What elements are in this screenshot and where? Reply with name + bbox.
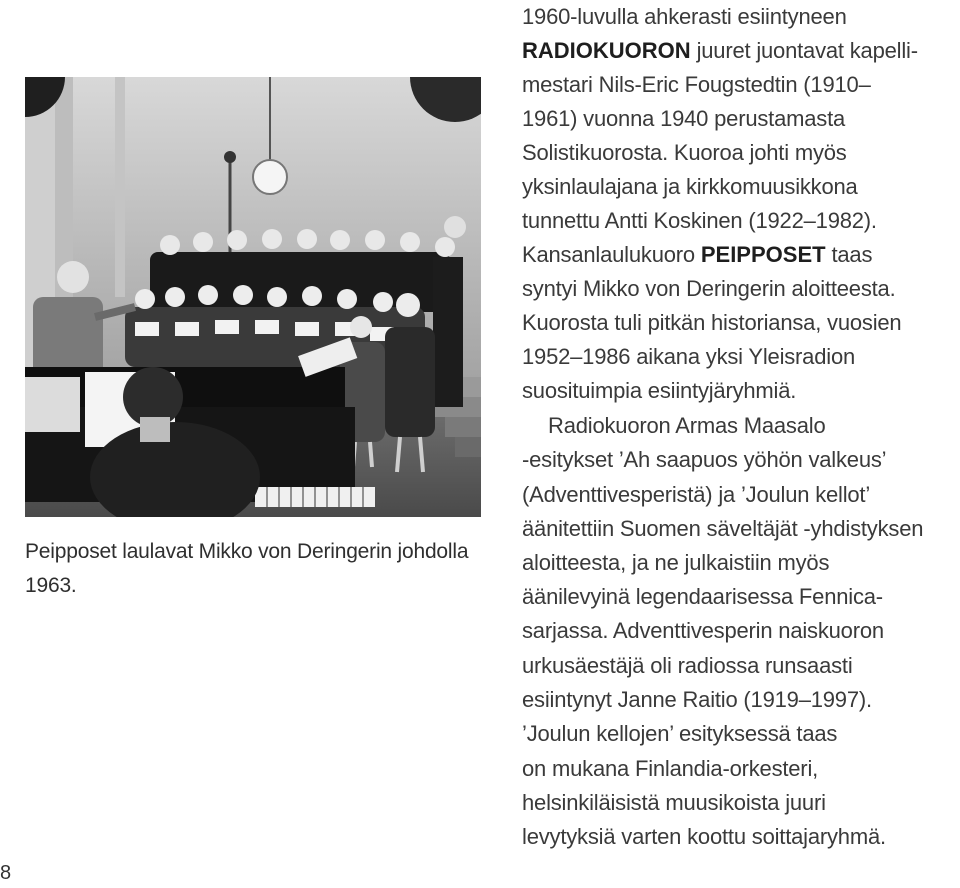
article-line: Kuorosta tuli pitkän historiansa, vuosien bbox=[522, 310, 902, 335]
article-line: mestari Nils-Eric Fougstedtin (1910– bbox=[522, 72, 871, 97]
article-line: on mukana Finlandia-orkesteri, bbox=[522, 756, 819, 781]
article-line: 1952–1986 aikana yksi Yleisradion bbox=[522, 344, 856, 369]
choir-name-radiokuoro: RADIOKUORON bbox=[522, 38, 691, 63]
article-line: ’Joulun kellojen’ esityksessä taas bbox=[522, 721, 838, 746]
article-line: syntyi Mikko von Deringerin aloitteesta. bbox=[522, 276, 896, 301]
article-line: 1960-luvulla ahkerasti esiintyneen bbox=[522, 4, 847, 29]
article-line: -esitykset ’Ah saapuos yöhön valkeus’ bbox=[522, 447, 887, 472]
choir-photo bbox=[25, 77, 481, 517]
article-line: urkusäestäjä oli radiossa runsaasti bbox=[522, 653, 853, 678]
article-line: Kansanlaulukuoro PEIPPOSET taas bbox=[522, 242, 873, 267]
photo-caption bbox=[25, 535, 475, 603]
article-line: sarjassa. Adventtivesperin naiskuoron bbox=[522, 618, 884, 643]
article-line: tunnettu Antti Koskinen (1922–1982). bbox=[522, 208, 877, 233]
article-line: RADIOKUORON juuret juontavat kapelli- bbox=[522, 38, 918, 63]
article-line: aloitteesta, ja ne julkaistiin myös bbox=[522, 550, 830, 575]
article-line: äänitettiin Suomen säveltäjät -yhdistyksen bbox=[522, 516, 924, 541]
article-line: suosituimpia esiintyjäryhmiä. bbox=[522, 378, 797, 403]
article-line: äänilevyinä legendaarisessa Fennica- bbox=[522, 584, 883, 609]
choir-name-peipposet: PEIPPOSET bbox=[700, 242, 826, 267]
article-line: levytyksiä varten koottu soittajaryhmä. bbox=[522, 824, 886, 849]
article-line: yksinlaulajana ja kirkkomuusikkona bbox=[522, 174, 858, 199]
choir-photo-image bbox=[25, 77, 481, 517]
article-line: (Adventtivesperistä) ja ’Joulun kellot’ bbox=[522, 482, 871, 507]
page-number: 8 bbox=[0, 862, 12, 884]
caption-line: Peipposet laulavat Mikko von Deringerin johdolla bbox=[25, 540, 469, 563]
article-line: esiintynyt Janne Raitio (1919–1997). bbox=[522, 687, 872, 712]
article-line: helsinkiläisistä muusikoista juuri bbox=[522, 790, 826, 815]
caption-line: 1963. bbox=[25, 574, 77, 597]
article-line: 1961) vuonna 1940 perustamasta bbox=[522, 106, 846, 131]
article-line: Radiokuoron Armas Maasalo bbox=[548, 413, 826, 438]
article-line: Solistikuorosta. Kuoroa johti myös bbox=[522, 140, 847, 165]
